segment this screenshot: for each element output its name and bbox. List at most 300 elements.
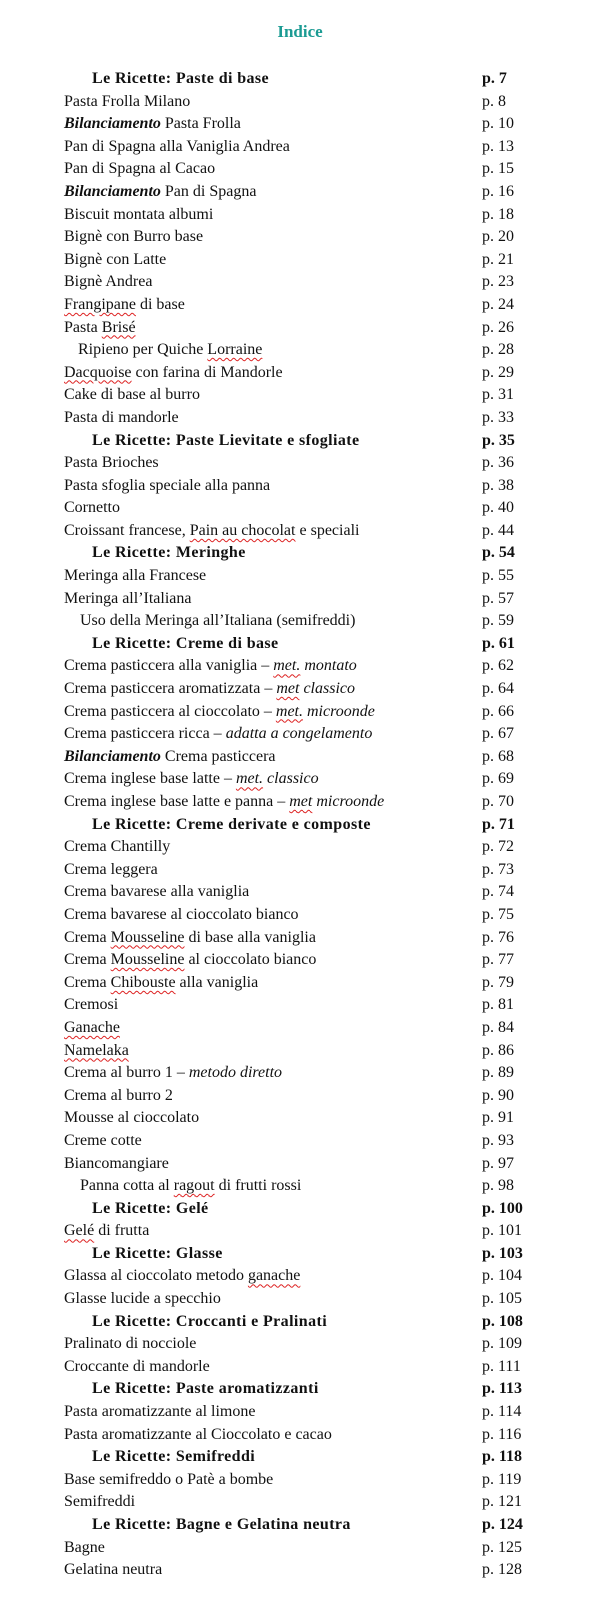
toc-page-number: p. 125 [482, 1538, 522, 1556]
toc-entry-title [64, 136, 290, 159]
toc-entry-text: Crema [64, 973, 111, 991]
toc-entry-text: Pasta aromatizzante al Cioccolato e cacao [64, 1425, 332, 1443]
toc-entry-text: Pasta Frolla [160, 115, 241, 133]
toc-page-number: p. 75 [482, 905, 514, 923]
toc-entry-text: microonde [312, 793, 385, 810]
toc-entry-text: di base [135, 295, 185, 313]
toc-entry-text: Croccante di mandorle [64, 1357, 210, 1375]
toc-entry-title [92, 814, 371, 837]
toc-page-number: p. 44 [482, 521, 514, 539]
toc-entry-text: classico [263, 770, 319, 788]
toc-entry [0, 317, 600, 340]
toc-entry-text: Ripieno per Quiche [78, 341, 208, 359]
toc-entry [0, 565, 600, 588]
toc-entry-text: Crema [64, 928, 111, 946]
toc-entry-text: Uso della Meringa all’Italiana (semifreddi) [80, 612, 356, 630]
toc-entry [0, 972, 600, 995]
toc-entry-text: Croissant francese, [64, 521, 190, 539]
toc-entry [0, 1537, 600, 1560]
toc-entry [0, 497, 600, 520]
toc-entry [0, 994, 600, 1017]
toc-entry [0, 204, 600, 227]
toc-entry-text: di frutti rossi [214, 1177, 302, 1195]
toc-entry-title [78, 339, 262, 362]
table-of-contents [0, 68, 600, 1582]
toc-entry [0, 836, 600, 859]
toc-page-number: p. 116 [482, 1425, 522, 1443]
toc-entry-text: Bilanciamento [64, 115, 161, 133]
toc-entry-title [64, 204, 213, 227]
toc-entry-text: ragout [173, 1177, 215, 1195]
toc-entry-title [64, 565, 206, 588]
toc-entry [0, 271, 600, 294]
toc-entry-text: Base semifreddo o Patè a bombe [64, 1470, 274, 1488]
toc-entry-text: Pain au chocolat [189, 521, 296, 539]
toc-entry [0, 791, 600, 814]
toc-page-number: p. 68 [482, 747, 514, 765]
toc-entry-title [64, 1559, 162, 1582]
toc-entry-title [64, 927, 316, 950]
toc-entry-title [64, 271, 152, 294]
toc-entry-text: Crema inglese base latte e panna – [64, 793, 290, 810]
toc-entry-title [64, 1130, 142, 1153]
toc-entry [0, 362, 600, 385]
toc-page-number: p. 66 [482, 702, 514, 720]
toc-entry-title [64, 1333, 196, 1356]
toc-entry-title [64, 723, 372, 746]
toc-entry-title [64, 1085, 173, 1108]
toc-entry-text: Biancomangiare [64, 1154, 169, 1172]
toc-entry-text: Biscuit montata albumi [64, 205, 214, 223]
toc-entry [0, 1017, 600, 1040]
toc-entry-text: Le Ricette: Paste Lievitate e sfogliate [92, 431, 360, 449]
toc-entry-text: Crema bavarese alla vaniglia [64, 883, 250, 901]
toc-entry-title [64, 678, 355, 701]
toc-page-number: p. 97 [482, 1154, 514, 1172]
toc-entry-text: Crema bavarese al cioccolato bianco [64, 905, 299, 923]
toc-entry-text: Crema pasticcera al cioccolato – [64, 702, 276, 720]
toc-entry-title [64, 294, 185, 317]
toc-page-number: p. 73 [482, 860, 514, 878]
toc-entry-text: Crema [64, 951, 111, 969]
toc-entry-title [64, 1469, 273, 1492]
toc-entry-text: Gelé [64, 1222, 95, 1240]
toc-entry-text: Le Ricette: Paste di base [92, 70, 270, 87]
toc-entry-title [64, 1424, 332, 1447]
toc-entry-title [92, 430, 360, 453]
toc-entry-text: met [289, 793, 313, 810]
toc-entry [0, 701, 600, 724]
toc-entry [0, 226, 600, 249]
toc-entry-title [92, 1243, 223, 1266]
toc-entry-title [92, 1446, 255, 1469]
toc-entry-title [64, 384, 200, 407]
toc-entry-title [64, 317, 136, 340]
toc-page-number: p. 81 [482, 996, 514, 1014]
toc-page-number: p. 86 [482, 1041, 514, 1059]
toc-section-heading [0, 1198, 600, 1221]
toc-entry-text: Pasta [64, 318, 102, 336]
toc-entry-text: Pan di Spagna al Cacao [64, 160, 216, 178]
toc-page-number: p. 18 [482, 205, 514, 223]
toc-entry [0, 1265, 600, 1288]
toc-entry-title [92, 1514, 351, 1537]
toc-section-heading [0, 1243, 600, 1266]
toc-page-number: p. 124 [482, 1516, 523, 1533]
toc-entry [0, 1356, 600, 1379]
toc-entry-text: Frangipane [64, 295, 136, 313]
toc-entry-text: Meringa alla Francese [64, 567, 207, 585]
toc-entry-text: Namelaka [64, 1041, 129, 1059]
toc-entry-text: alla vaniglia [175, 973, 259, 991]
toc-entry-text: Crema al burro 1 – [64, 1064, 189, 1082]
toc-entry [0, 181, 600, 204]
toc-entry [0, 249, 600, 272]
toc-entry-text: Bilanciamento [64, 182, 161, 200]
toc-entry-title [64, 1220, 149, 1243]
toc-page-number: p. 31 [482, 386, 514, 404]
toc-page-number: p. 93 [482, 1131, 514, 1149]
toc-entry-text: Le Ricette: Croccanti e Pralinati [92, 1312, 328, 1330]
toc-entry-title [92, 633, 279, 656]
toc-entry [0, 1107, 600, 1130]
toc-entry-title [64, 497, 120, 520]
toc-entry [0, 452, 600, 475]
toc-entry-title [92, 68, 269, 91]
toc-entry-text: Crema pasticcera aromatizzata – [64, 680, 277, 698]
toc-entry [0, 655, 600, 678]
toc-entry-title [64, 904, 299, 927]
toc-entry [0, 1175, 600, 1198]
toc-entry-title [92, 542, 246, 565]
toc-entry [0, 1333, 600, 1356]
toc-entry-text: Cornetto [64, 499, 120, 517]
toc-entry-title [64, 1153, 169, 1176]
toc-entry-title [64, 1356, 210, 1379]
toc-page-number: p. 40 [482, 499, 514, 517]
toc-entry-text: met. [275, 702, 303, 720]
toc-page-number: p. 7 [482, 70, 507, 87]
toc-entry [0, 475, 600, 498]
toc-entry [0, 678, 600, 701]
toc-entry-text: Bignè con Latte [64, 250, 167, 268]
toc-entry-text: adatta a congelamento [225, 725, 373, 743]
toc-entry [0, 881, 600, 904]
toc-section-heading [0, 633, 600, 656]
toc-entry-title [64, 859, 158, 882]
toc-section-heading [0, 1514, 600, 1537]
toc-page-number: p. 101 [482, 1222, 522, 1240]
toc-entry-text: Le Ricette: Meringhe [92, 544, 246, 562]
toc-entry [0, 1040, 600, 1063]
toc-entry-title [64, 249, 166, 272]
toc-entry-title [64, 1040, 129, 1063]
toc-entry-text: Mousse al cioccolato [64, 1109, 200, 1127]
toc-page-number: p. 29 [482, 363, 514, 381]
toc-entry-text: ganache [247, 1267, 301, 1285]
toc-entry-text: Brisé [101, 318, 136, 336]
toc-entry-text: Bagne [64, 1538, 105, 1556]
toc-entry-text: Bilanciamento [64, 747, 161, 765]
toc-page-number: p. 103 [482, 1244, 523, 1262]
toc-entry-title [64, 1401, 255, 1424]
toc-entry-title [64, 113, 241, 136]
toc-page-number: p. 111 [482, 1357, 521, 1375]
toc-entry-text: Panna cotta al [80, 1177, 174, 1195]
toc-entry-text: e speciali [295, 521, 360, 539]
toc-page-number: p. 98 [482, 1177, 514, 1195]
toc-entry-text: con farina di Mandorle [131, 363, 283, 381]
toc-entry-text: Lorraine [207, 341, 263, 359]
toc-entry-text: di frutta [94, 1222, 150, 1240]
toc-page-number: p. 113 [482, 1380, 523, 1398]
toc-page-number: p. 16 [482, 182, 514, 200]
toc-entry-text: Le Ricette: Glasse [92, 1244, 223, 1262]
toc-page-number: p. 109 [482, 1335, 522, 1353]
toc-page-number: p. 89 [482, 1064, 514, 1082]
toc-section-heading [0, 1311, 600, 1334]
toc-entry-title [64, 1062, 282, 1085]
toc-entry [0, 949, 600, 972]
toc-section-heading [0, 1446, 600, 1469]
toc-page-number: p. 28 [482, 341, 514, 359]
toc-entry [0, 588, 600, 611]
toc-entry-title [64, 768, 319, 791]
toc-entry [0, 1085, 600, 1108]
toc-section-heading [0, 68, 600, 91]
toc-page-number: p. 57 [482, 589, 514, 607]
toc-entry [0, 136, 600, 159]
toc-entry-title [64, 655, 357, 678]
toc-entry-title [64, 91, 190, 114]
toc-entry-title [64, 791, 384, 814]
toc-entry-title [64, 588, 192, 611]
toc-entry [0, 91, 600, 114]
page-title: Indice [277, 22, 323, 41]
toc-entry [0, 1288, 600, 1311]
toc-entry [0, 610, 600, 633]
toc-page-number: p. 23 [482, 273, 514, 291]
toc-page-number: p. 121 [482, 1493, 522, 1511]
toc-page-number: p. 100 [482, 1199, 523, 1217]
toc-entry-text: Dacquoise [64, 363, 132, 381]
toc-entry-title [64, 1265, 300, 1288]
toc-page-number: p. 10 [482, 115, 514, 133]
toc-entry-text: Crema leggera [64, 860, 158, 878]
toc-page-number: p. 64 [482, 680, 514, 698]
toc-page-number: p. 90 [482, 1086, 514, 1104]
toc-entry-text: Gelatina neutra [64, 1561, 163, 1579]
toc-entry [0, 1424, 600, 1447]
toc-entry-text: microonde [303, 702, 375, 720]
toc-entry-title [64, 181, 256, 204]
toc-entry-title [64, 475, 270, 498]
toc-entry-text: Crema pasticcera alla vaniglia – [64, 657, 274, 675]
toc-entry-text: Pasta sfoglia speciale alla panna [64, 476, 271, 494]
toc-page-number: p. 114 [482, 1403, 522, 1421]
toc-page-number: p. 118 [482, 1448, 523, 1466]
toc-section-heading [0, 814, 600, 837]
toc-page-number: p. 54 [482, 544, 515, 562]
toc-entry-text: Pasta Frolla Milano [64, 92, 191, 110]
toc-section-heading [0, 1378, 600, 1401]
toc-entry-text: Bignè Andrea [64, 273, 153, 291]
toc-entry-title [92, 1378, 319, 1401]
toc-page-number: p. 105 [482, 1290, 522, 1308]
toc-entry [0, 927, 600, 950]
toc-entry-text: Pasta di mandorle [64, 408, 179, 426]
toc-page-number: p. 77 [482, 951, 514, 969]
toc-entry-text: Bignè con Burro base [64, 228, 204, 246]
toc-entry-title [64, 158, 215, 181]
toc-entry-text: Crema Chantilly [64, 838, 171, 856]
toc-page-number: p. 21 [482, 250, 514, 268]
toc-page-number: p. 104 [482, 1267, 522, 1285]
toc-entry-title [64, 1491, 135, 1514]
toc-entry-text: metodo diretto [188, 1064, 283, 1082]
toc-entry-title [64, 1107, 199, 1130]
toc-entry [0, 1401, 600, 1424]
toc-entry-title [64, 226, 203, 249]
toc-page-number: p. 59 [482, 612, 514, 630]
toc-entry-title [64, 836, 170, 859]
toc-section-heading [0, 430, 600, 453]
toc-entry-title [64, 362, 283, 385]
toc-entry [0, 1153, 600, 1176]
toc-page-number: p. 70 [482, 793, 514, 810]
toc-entry-title [64, 1537, 105, 1560]
toc-entry-text: Le Ricette: Semifreddi [92, 1448, 256, 1466]
toc-page-number: p. 20 [482, 228, 514, 246]
toc-entry-title [64, 452, 159, 475]
toc-entry-text: Pasta aromatizzante al limone [64, 1403, 256, 1421]
toc-page-number: p. 55 [482, 567, 514, 585]
toc-page-number: p. 33 [482, 408, 514, 426]
toc-entry-text: Creme cotte [64, 1131, 142, 1149]
toc-entry-title [64, 972, 258, 995]
toc-entry-text: Crema pasticcera ricca – [64, 725, 226, 743]
toc-page-number: p. 91 [482, 1109, 514, 1127]
toc-page-number: p. 38 [482, 476, 514, 494]
toc-entry [0, 113, 600, 136]
toc-page-number: p. 76 [482, 928, 514, 946]
toc-entry-text: Ganache [64, 1018, 120, 1036]
toc-entry [0, 1130, 600, 1153]
toc-page-number: p. 71 [482, 815, 515, 833]
toc-entry [0, 746, 600, 769]
toc-entry-text: Pan di Spagna [160, 182, 257, 200]
toc-page-number: p. 74 [482, 883, 514, 901]
toc-entry-text: Cremosi [64, 996, 119, 1014]
toc-entry-text: Semifreddi [64, 1493, 136, 1511]
toc-entry-title [64, 1288, 221, 1311]
toc-entry [0, 294, 600, 317]
toc-entry-title [80, 610, 355, 633]
toc-page-number: p. 24 [482, 295, 514, 313]
toc-entry [0, 384, 600, 407]
toc-page-number: p. 67 [482, 725, 514, 743]
toc-entry-text: Pralinato di nocciole [64, 1335, 197, 1353]
toc-entry-title [64, 881, 249, 904]
toc-entry-text: di base alla vaniglia [184, 928, 316, 946]
toc-entry-text: Crema pasticcera [160, 747, 276, 765]
toc-entry [0, 339, 600, 362]
toc-page-number: p. 36 [482, 454, 514, 472]
toc-entry-text: Le Ricette: Creme di base [92, 634, 279, 652]
toc-page-number: p. 72 [482, 838, 514, 856]
toc-entry [0, 1491, 600, 1514]
toc-entry-title [64, 701, 375, 724]
toc-entry-text: Le Ricette: Gelé [92, 1199, 209, 1217]
toc-entry [0, 1469, 600, 1492]
toc-page-number: p. 35 [482, 431, 515, 449]
toc-page-number: p. 61 [482, 634, 515, 652]
toc-entry-text: classico [299, 680, 355, 698]
toc-entry-title [64, 1017, 120, 1040]
toc-entry [0, 158, 600, 181]
toc-entry [0, 1559, 600, 1582]
toc-entry [0, 407, 600, 430]
toc-entry-text: al cioccolato bianco [184, 951, 317, 969]
toc-entry-text: montato [300, 657, 357, 675]
toc-page-number: p. 108 [482, 1312, 523, 1330]
toc-entry [0, 1062, 600, 1085]
toc-entry-text: Glasse lucide a specchio [64, 1290, 221, 1308]
toc-entry [0, 520, 600, 543]
toc-entry-text: Mousseline [110, 928, 185, 946]
toc-entry-title [64, 520, 359, 543]
toc-page-number: p. 119 [482, 1470, 522, 1488]
toc-entry-text: Meringa all’Italiana [64, 589, 192, 607]
toc-entry-text: Mousseline [110, 951, 185, 969]
toc-entry-text: met. [235, 770, 264, 788]
toc-entry [0, 1220, 600, 1243]
toc-section-heading [0, 542, 600, 565]
toc-entry-title [64, 994, 118, 1017]
toc-entry-text: met [276, 680, 300, 698]
toc-entry-text: met. [273, 657, 301, 675]
toc-entry-text: Chibouste [110, 973, 176, 991]
toc-page-number: p. 79 [482, 973, 514, 991]
toc-entry-text: Crema inglese base latte – [64, 770, 236, 788]
toc-page-number: p. 13 [482, 137, 514, 155]
toc-entry-title [92, 1311, 327, 1334]
toc-page-number: p. 128 [482, 1561, 522, 1579]
toc-entry-text: Pan di Spagna alla Vaniglia Andrea [64, 137, 290, 155]
toc-entry [0, 723, 600, 746]
toc-entry-text: Glassa al cioccolato metodo [64, 1267, 248, 1285]
toc-page-number: p. 69 [482, 770, 514, 788]
toc-page-number: p. 8 [482, 92, 506, 110]
toc-entry [0, 768, 600, 791]
toc-entry-title [92, 1198, 209, 1221]
toc-entry [0, 859, 600, 882]
toc-page-number: p. 84 [482, 1018, 514, 1036]
toc-entry-title [64, 407, 179, 430]
toc-entry [0, 904, 600, 927]
toc-page-number: p. 26 [482, 318, 514, 336]
toc-entry-title [80, 1175, 301, 1198]
toc-page-number: p. 62 [482, 657, 514, 675]
toc-entry-title [64, 949, 316, 972]
toc-entry-text: Le Ricette: Paste aromatizzanti [92, 1380, 319, 1398]
toc-entry-text: Crema al burro 2 [64, 1086, 173, 1104]
toc-entry-title [64, 746, 276, 769]
toc-entry-text: Cake di base al burro [64, 386, 200, 404]
toc-page-number: p. 15 [482, 160, 514, 178]
toc-entry-text: Le Ricette: Creme derivate e composte [92, 815, 371, 833]
toc-entry-text: Pasta Brioches [64, 454, 159, 472]
